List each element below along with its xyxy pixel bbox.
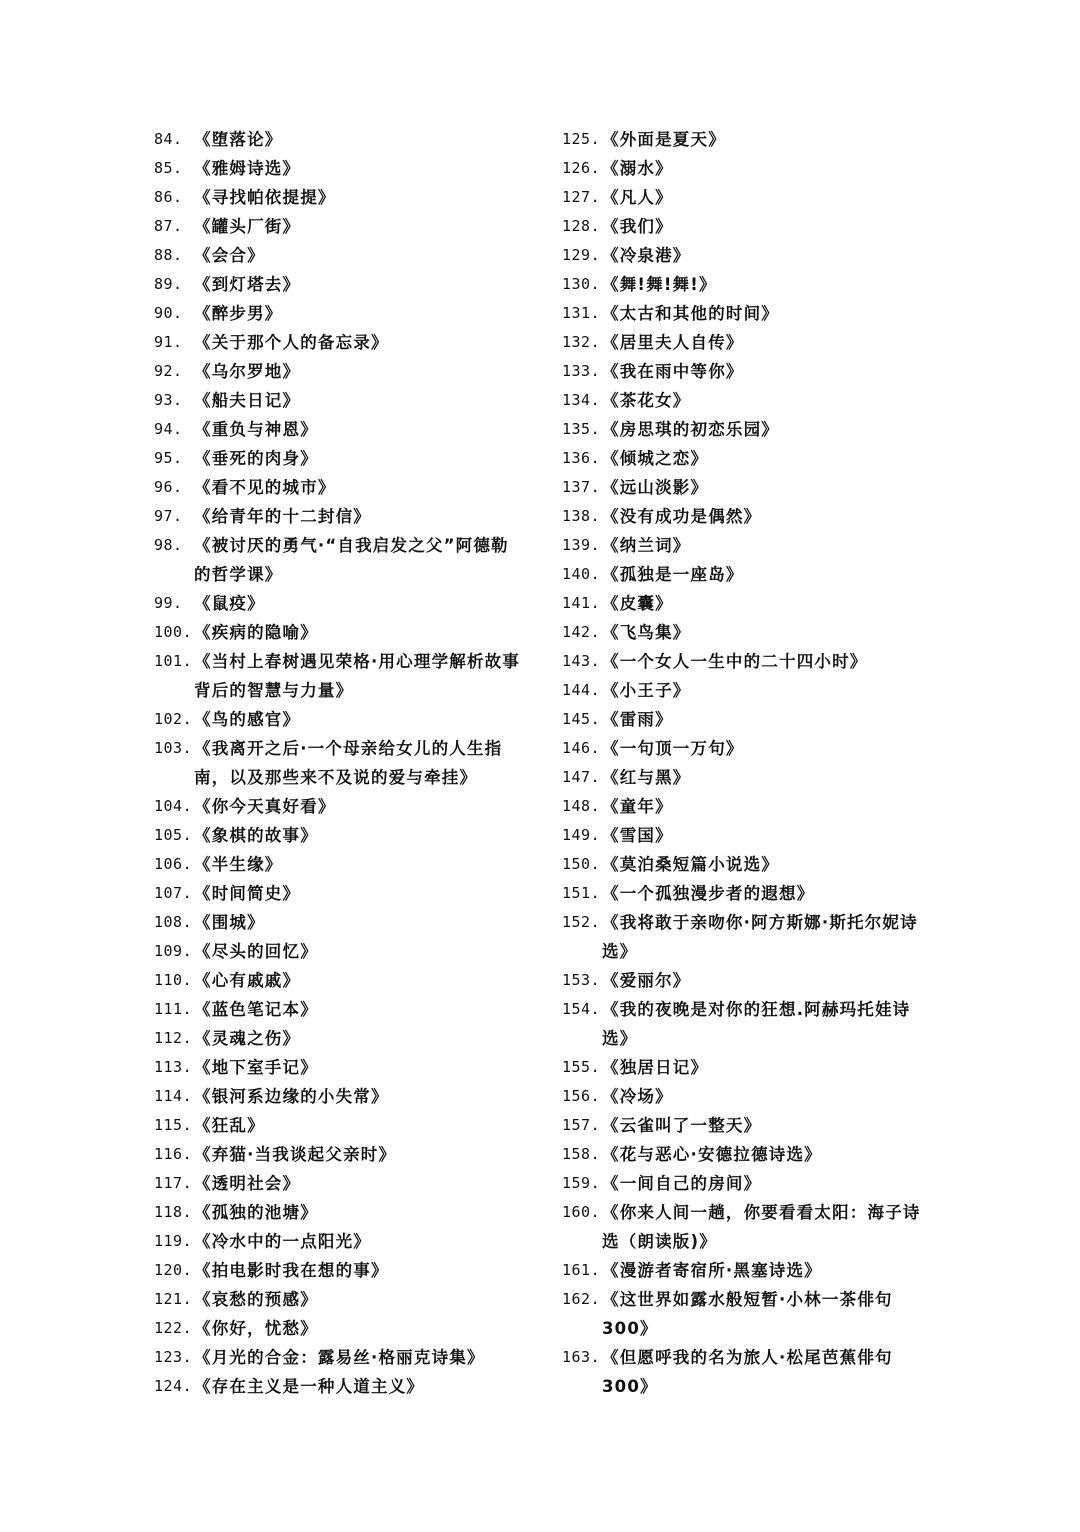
list-item-number: 139.	[562, 536, 601, 554]
list-item-number: 116.	[154, 1145, 193, 1163]
book-title: 《寻找帕依提提》	[194, 188, 336, 207]
list-item-number: 148.	[562, 797, 601, 815]
book-title: 《雷雨》	[602, 710, 673, 729]
list-item-number: 85.	[154, 159, 183, 177]
list-item	[154, 1227, 534, 1256]
book-title: 《一个孤独漫步者的遐想》	[602, 884, 815, 903]
list-item-number: 102.	[154, 710, 193, 728]
right-column-list	[562, 125, 942, 1401]
book-title: 《被讨厌的勇气·“自我启发之父”阿德勒的哲学课》	[194, 536, 509, 584]
list-item-number: 137.	[562, 478, 601, 496]
list-item	[154, 618, 534, 647]
list-item-number: 155.	[562, 1058, 601, 1076]
book-title: 《地下室手记》	[194, 1058, 318, 1077]
list-item-number: 144.	[562, 681, 601, 699]
list-item-number: 156.	[562, 1087, 601, 1105]
list-item-number: 105.	[154, 826, 193, 844]
list-item	[154, 328, 534, 357]
book-title: 《醉步男》	[194, 304, 283, 323]
list-item	[154, 705, 534, 734]
book-title: 《堕落论》	[194, 130, 283, 149]
list-item	[154, 357, 534, 386]
list-item	[154, 1343, 534, 1372]
list-item	[154, 792, 534, 821]
list-item	[154, 589, 534, 618]
list-item	[562, 502, 942, 531]
book-title: 《哀愁的预感》	[194, 1290, 318, 1309]
list-item-number: 92.	[154, 362, 183, 380]
list-item	[154, 241, 534, 270]
book-title: 《漫游者寄宿所·黑塞诗选》	[602, 1261, 822, 1280]
list-item-number: 127.	[562, 188, 601, 206]
list-item-number: 134.	[562, 391, 601, 409]
list-item-number: 146.	[562, 739, 601, 757]
list-item-number: 94.	[154, 420, 183, 438]
book-title: 《弃猫·当我谈起父亲时》	[194, 1145, 397, 1164]
book-title: 《我们》	[602, 217, 673, 236]
book-title: 《到灯塔去》	[194, 275, 301, 294]
book-title: 《我的夜晚是对你的狂想.阿赫玛托娃诗选》	[602, 1000, 911, 1048]
list-item	[562, 183, 942, 212]
list-item	[154, 1169, 534, 1198]
book-title: 《雪国》	[602, 826, 673, 845]
book-title: 《鸟的感官》	[194, 710, 301, 729]
book-title: 《远山淡影》	[602, 478, 709, 497]
list-item	[562, 473, 942, 502]
list-item	[562, 241, 942, 270]
list-item-number: 153.	[562, 971, 601, 989]
book-title: 《罐头厂街》	[194, 217, 301, 236]
book-title: 《象棋的故事》	[194, 826, 318, 845]
list-item-number: 120.	[154, 1261, 193, 1279]
book-title: 《红与黑》	[602, 768, 691, 787]
list-item	[154, 270, 534, 299]
list-item	[154, 1082, 534, 1111]
book-title: 《你好，忧愁》	[194, 1319, 318, 1338]
list-item	[562, 763, 942, 792]
list-item-number: 86.	[154, 188, 183, 206]
list-item-number: 152.	[562, 913, 601, 931]
list-item-number: 141.	[562, 594, 601, 612]
book-title: 《冷场》	[602, 1087, 673, 1106]
book-title: 《围城》	[194, 913, 265, 932]
list-item	[562, 1256, 942, 1285]
list-item	[562, 850, 942, 879]
list-item	[562, 212, 942, 241]
list-item-number: 123.	[154, 1348, 193, 1366]
list-item-number: 150.	[562, 855, 601, 873]
list-item-number: 109.	[154, 942, 193, 960]
list-item-number: 135.	[562, 420, 601, 438]
list-item-number: 131.	[562, 304, 601, 322]
list-item-number: 113.	[154, 1058, 193, 1076]
list-item	[562, 270, 942, 299]
list-item-number: 101.	[154, 652, 193, 670]
list-item	[154, 908, 534, 937]
list-item	[562, 386, 942, 415]
list-item	[562, 1053, 942, 1082]
list-item-number: 142.	[562, 623, 601, 641]
list-item	[562, 879, 942, 908]
list-item	[562, 125, 942, 154]
list-item	[562, 1343, 942, 1401]
list-item-number: 106.	[154, 855, 193, 873]
list-item	[562, 531, 942, 560]
left-column-list	[154, 125, 534, 1401]
list-item-number: 114.	[154, 1087, 193, 1105]
book-title: 《我离开之后·一个母亲给女儿的人生指南，以及那些来不及说的爱与牵挂》	[194, 739, 503, 787]
list-item-number: 118.	[154, 1203, 193, 1221]
book-title: 《皮囊》	[602, 594, 673, 613]
book-title: 《房思琪的初恋乐园》	[602, 420, 779, 439]
list-item-number: 129.	[562, 246, 601, 264]
book-title: 《茶花女》	[602, 391, 691, 410]
list-item-number: 160.	[562, 1203, 601, 1221]
list-item-number: 143.	[562, 652, 601, 670]
list-item	[562, 966, 942, 995]
list-item-number: 158.	[562, 1145, 601, 1163]
book-title: 《倾城之恋》	[602, 449, 709, 468]
list-item	[154, 502, 534, 531]
book-title: 《灵魂之伤》	[194, 1029, 301, 1048]
list-item-number: 162.	[562, 1290, 601, 1308]
list-item-number: 104.	[154, 797, 193, 815]
book-title: 《一句顶一万句》	[602, 739, 744, 758]
book-title: 《童年》	[602, 797, 673, 816]
list-item-number: 149.	[562, 826, 601, 844]
list-item-number: 125.	[562, 130, 601, 148]
book-title: 《看不见的城市》	[194, 478, 336, 497]
list-item-number: 132.	[562, 333, 601, 351]
list-item	[154, 1198, 534, 1227]
book-title: 《雅姆诗选》	[194, 159, 301, 178]
book-title: 《半生缘》	[194, 855, 283, 874]
list-item-number: 87.	[154, 217, 183, 235]
book-title: 《你来人间一趟，你要看看太阳：海子诗选（朗读版)》	[602, 1203, 921, 1251]
book-title: 《溺水》	[602, 159, 673, 178]
list-item	[154, 1256, 534, 1285]
list-item-number: 161.	[562, 1261, 601, 1279]
list-item	[154, 995, 534, 1024]
list-item-number: 126.	[562, 159, 601, 177]
book-title: 《垂死的肉身》	[194, 449, 318, 468]
list-item	[154, 1024, 534, 1053]
list-item	[562, 792, 942, 821]
list-item	[562, 908, 942, 966]
book-title: 《银河系边缘的小失常》	[194, 1087, 389, 1106]
list-item	[154, 821, 534, 850]
book-title: 《孤独是一座岛》	[602, 565, 744, 584]
book-title: 《但愿呼我的名为旅人·松尾芭蕉俳句300》	[602, 1348, 893, 1396]
book-title: 《冷水中的一点阳光》	[194, 1232, 371, 1251]
book-title: 《船夫日记》	[194, 391, 301, 410]
list-item	[562, 734, 942, 763]
list-item-number: 119.	[154, 1232, 193, 1250]
list-item-number: 157.	[562, 1116, 601, 1134]
list-item	[154, 1111, 534, 1140]
book-title: 《你今天真好看》	[194, 797, 336, 816]
list-item	[562, 676, 942, 705]
book-title: 《小王子》	[602, 681, 691, 700]
book-title: 《凡人》	[602, 188, 673, 207]
book-title: 《重负与神恩》	[194, 420, 318, 439]
book-title: 《疾病的隐喻》	[194, 623, 318, 642]
list-item-number: 136.	[562, 449, 601, 467]
list-item-number: 122.	[154, 1319, 193, 1337]
book-title: 《外面是夏天》	[602, 130, 726, 149]
list-item-number: 98.	[154, 536, 183, 554]
list-item	[154, 1140, 534, 1169]
list-item-number: 111.	[154, 1000, 193, 1018]
book-title: 《纳兰词》	[602, 536, 691, 555]
book-title: 《会合》	[194, 246, 265, 265]
list-item	[154, 966, 534, 995]
list-item-number: 110.	[154, 971, 193, 989]
list-item	[154, 125, 534, 154]
list-item	[562, 589, 942, 618]
book-title: 《一间自己的房间》	[602, 1174, 762, 1193]
list-item	[562, 618, 942, 647]
list-item-number: 95.	[154, 449, 183, 467]
list-item	[154, 1053, 534, 1082]
list-item	[154, 473, 534, 502]
list-item	[562, 560, 942, 589]
book-title: 《爱丽尔》	[602, 971, 691, 990]
list-item-number: 163.	[562, 1348, 601, 1366]
list-item	[562, 1082, 942, 1111]
list-item-number: 88.	[154, 246, 183, 264]
list-item	[154, 1372, 534, 1401]
book-title: 《透明社会》	[194, 1174, 301, 1193]
list-item-number: 154.	[562, 1000, 601, 1018]
list-item	[154, 937, 534, 966]
list-item	[562, 1285, 942, 1343]
list-item	[562, 995, 942, 1053]
list-item-number: 124.	[154, 1377, 193, 1395]
book-title: 《花与恶心·安德拉德诗选》	[602, 1145, 822, 1164]
list-item	[154, 212, 534, 241]
book-title: 《心有戚戚》	[194, 971, 301, 990]
list-item	[562, 705, 942, 734]
list-item	[154, 183, 534, 212]
book-title: 《孤独的池塘》	[194, 1203, 318, 1222]
book-title: 《狂乱》	[194, 1116, 265, 1135]
list-item-number: 112.	[154, 1029, 193, 1047]
list-item-number: 151.	[562, 884, 601, 902]
list-item-number: 130.	[562, 275, 601, 293]
book-title: 《月光的合金：露易丝·格丽克诗集》	[194, 1348, 485, 1367]
list-item-number: 103.	[154, 739, 193, 757]
list-item-number: 107.	[154, 884, 193, 902]
book-title: 《拍电影时我在想的事》	[194, 1261, 389, 1280]
book-title: 《一个女人一生中的二十四小时》	[602, 652, 868, 671]
book-title: 《鼠疫》	[194, 594, 265, 613]
list-item	[154, 415, 534, 444]
list-item-number: 145.	[562, 710, 601, 728]
list-item-number: 93.	[154, 391, 183, 409]
book-title: 《我在雨中等你》	[602, 362, 744, 381]
book-title: 《时间简史》	[194, 884, 301, 903]
list-item	[562, 444, 942, 473]
list-item	[154, 386, 534, 415]
book-title: 《云雀叫了一整天》	[602, 1116, 762, 1135]
book-title: 《蓝色笔记本》	[194, 1000, 318, 1019]
book-title: 《冷泉港》	[602, 246, 691, 265]
book-title: 《给青年的十二封信》	[194, 507, 371, 526]
book-title: 《居里夫人自传》	[602, 333, 744, 352]
list-item-number: 140.	[562, 565, 601, 583]
book-title: 《我将敢于亲吻你·阿方斯娜·斯托尔妮诗选》	[602, 913, 918, 961]
list-item	[154, 444, 534, 473]
list-item	[562, 821, 942, 850]
list-item	[562, 328, 942, 357]
list-item	[154, 531, 534, 589]
list-item-number: 89.	[154, 275, 183, 293]
list-item-number: 147.	[562, 768, 601, 786]
list-item-number: 115.	[154, 1116, 193, 1134]
list-item-number: 133.	[562, 362, 601, 380]
book-title: 《莫泊桑短篇小说选》	[602, 855, 779, 874]
list-item-number: 100.	[154, 623, 193, 641]
list-item	[562, 1198, 942, 1256]
list-item	[154, 299, 534, 328]
list-item	[562, 1169, 942, 1198]
list-item	[154, 154, 534, 183]
list-item-number: 90.	[154, 304, 183, 322]
book-title: 《独居日记》	[602, 1058, 709, 1077]
list-item-number: 117.	[154, 1174, 193, 1192]
list-item-number: 96.	[154, 478, 183, 496]
book-title: 《尽头的回忆》	[194, 942, 318, 961]
list-item	[154, 850, 534, 879]
list-item-number: 91.	[154, 333, 183, 351]
book-title: 《当村上春树遇见荣格·用心理学解析故事背后的智慧与力量》	[194, 652, 521, 700]
list-item	[562, 1140, 942, 1169]
book-title: 《乌尔罗地》	[194, 362, 301, 381]
list-item-number: 108.	[154, 913, 193, 931]
book-title: 《没有成功是偶然》	[602, 507, 762, 526]
list-item	[154, 1314, 534, 1343]
book-title: 《存在主义是一种人道主义》	[194, 1377, 425, 1396]
list-item	[154, 879, 534, 908]
list-item-number: 97.	[154, 507, 183, 525]
list-item-number: 84.	[154, 130, 183, 148]
list-item-number: 121.	[154, 1290, 193, 1308]
list-item	[562, 415, 942, 444]
list-item	[562, 647, 942, 676]
book-title: 《关于那个人的备忘录》	[194, 333, 389, 352]
list-item	[562, 357, 942, 386]
list-item-number: 128.	[562, 217, 601, 235]
list-item	[562, 299, 942, 328]
list-item	[154, 1285, 534, 1314]
list-item-number: 159.	[562, 1174, 601, 1192]
book-title: 《飞鸟集》	[602, 623, 691, 642]
list-item	[562, 154, 942, 183]
list-item-number: 138.	[562, 507, 601, 525]
book-title: 《舞!舞!舞!》	[602, 275, 717, 294]
book-title: 《太古和其他的时间》	[602, 304, 779, 323]
list-item	[154, 734, 534, 792]
list-item-number: 99.	[154, 594, 183, 612]
list-item	[154, 647, 534, 705]
book-title: 《这世界如露水般短暂·小林一茶俳句300》	[602, 1290, 893, 1338]
list-item	[562, 1111, 942, 1140]
